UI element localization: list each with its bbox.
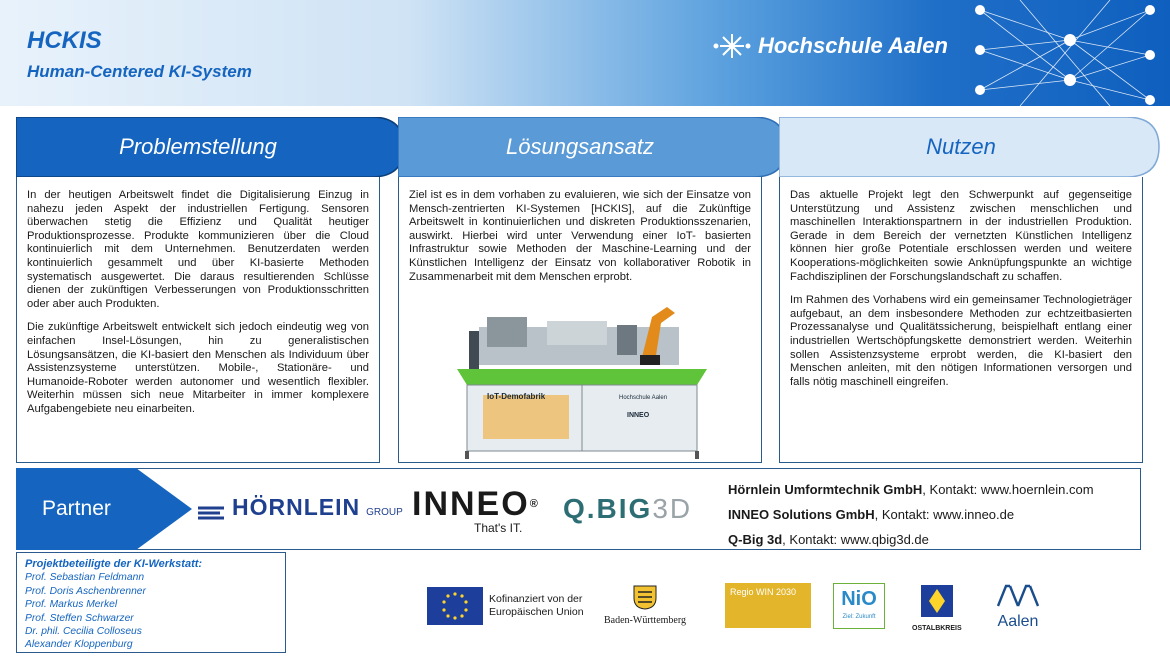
ostalbkreis-logo (912, 583, 962, 632)
university-logo (712, 32, 948, 60)
qbig-wordmark: Q.BIG (563, 493, 653, 524)
aalen-logo (996, 584, 1040, 631)
coat-of-arms-icon (628, 584, 662, 610)
ostalb-label: OSTALBKREIS (912, 625, 962, 632)
paragraph: Die zukünftige Arbeitswelt entwickelt sich jedoch eindeutig weg von einfachen Insel-Lösungen, hin zu generalistischen Lösungsansätzen, die KI-basiert den Menschen als Individuum über Assistenzsysteme unterstützen. Mobile-, Stationäre- und Humanoide-Roboter werden autonomer und wesentlich flexibler. Weiterhin müssen sich neue Mitarbeiter in immer komplexere Aufgabengebiete neu einarbeiten. (27, 321, 369, 415)
nio-tagline: Ziel: Zukunft (842, 614, 876, 620)
university-name: Hochschule Aalen (758, 33, 948, 58)
problemstellung-body (16, 177, 380, 463)
hornlein-mark-icon (196, 505, 226, 521)
loesungsansatz-body (398, 177, 762, 463)
neural-network-graphic (960, 0, 1170, 106)
hornlein-group: GROUP (366, 507, 403, 518)
demo-inneo-label: INNEO (627, 412, 650, 419)
partner-contacts (728, 477, 1094, 552)
inneo-registered: ® (529, 498, 540, 510)
page-subtitle: Human-Centered KI-System (27, 62, 252, 81)
eu-line: Europäischen Union (489, 606, 584, 618)
loesungsansatz-header (398, 117, 762, 177)
participants-box (16, 552, 286, 653)
nio-logo (833, 583, 885, 629)
aalen-label: Aalen (997, 613, 1039, 630)
aalen-mark-icon (996, 584, 1040, 608)
contact-line: Hörnlein Umformtechnik GmbH, Kontakt: www.hoernlein.com (728, 482, 1094, 497)
problemstellung-header (16, 117, 380, 177)
eu-flag-icon (427, 587, 483, 625)
eu-line: Kofinanziert von der (489, 593, 583, 605)
nio-wordmark: NiO (841, 588, 877, 610)
paragraph: In der heutigen Arbeitswelt findet die Digitalisierung Einzug in nahezu jeden Aspekt der industriellen Fertigung. Sensoren überwachen stetig die Effizienz und Qualität heutiger Produktionsprozesse. Produkte kommunizieren über die Cloud kontinuierlich mit dem Unternehmen. Benutzerdaten werden kontinuierlich gesammelt und über KI-basierte Methoden systematisch ausgewertet. Die daraus resultierenden Schlüsse dienen der zukünftigen Verbesserungen von Produktionsschritten oder aber auch Produkten. (27, 189, 369, 310)
contact-line: INNEO Solutions GmbH, Kontakt: www.inneo.de (728, 507, 1015, 522)
baden-wuerttemberg-logo (604, 584, 686, 626)
participant-name: Prof. Sebastian Feldmann (25, 572, 145, 584)
paragraph: Das aktuelle Projekt legt den Schwerpunkt auf gegenseitige Unterstützung und Assistenz zwischen menschlichen und maschinellen Interaktionspartnern in der industriellen Produktion. Gerade in dem Bereich der vernetzten Künstlichen Intelligenz können hier große Potentiale erschlossen werden und weitere Kooperations-möglichkeiten sowie Anknüpfungspunkte an wichtige Fachdisziplinen der Forschungslandschaft zu schaffen. (790, 189, 1132, 283)
qbig-logo (563, 493, 692, 525)
participant-name: Alexander Kloppenburg (25, 639, 133, 651)
participant-name: Dr. phil. Cecilia Colloseus (25, 626, 142, 638)
inneo-logo (412, 487, 540, 535)
hornlein-logo (196, 494, 403, 521)
ostalb-crest-icon (919, 583, 955, 619)
paragraph: Im Rahmen des Vorhabens wird ein gemeinsamer Technologieträger aufgebaut, an dem insbesondere Methoden zur echtzeitbasierten Prozessanalyse und Qualitätssicherung, beispielhaft entlang einer industriellen Wertschöpfungskette demonstriert werden. Weiterhin sollen Assistenzsysteme erprobt werden, die KI-basiert den Menschen anleiten, mit den nötigen Informationen versorgen und falls nötig maschinell eingreifen. (790, 294, 1132, 388)
participants-heading: Projektbeteiligte der KI-Werkstatt: (25, 558, 203, 570)
participant-name: Prof. Steffen Schwarzer (25, 612, 134, 624)
paragraph: Ziel ist es in dem vorhaben zu evaluieren, wie sich der Einsatze von Mensch-zentrierten KI-Systemen [HCKIS], auf die Zukünftige Arbeitswelt in kontinuierlichen und diskreten Produktionsszenarien, auswirkt. Hierbei wird unter Verwendung einer IoT- basierten Infrastruktur sowie Methoden der Maschine-Learning und der Künstlichen Intelligenz der Einsatz von kollaborativer Robotik in Zusammenarbeit mit dem Menschen erprobt. (409, 189, 751, 283)
nutzen-header (779, 117, 1143, 177)
header-banner (0, 0, 1170, 106)
demo-hochschule-label: Hochschule Aalen (619, 395, 668, 401)
participant-name: Prof. Doris Aschenbrenner (25, 585, 146, 597)
contact-line: Q-Big 3d, Kontakt: www.qbig3d.de (728, 532, 929, 547)
inneo-wordmark: INNEO (412, 485, 530, 523)
problemstellung-title: Problemstellung (119, 134, 277, 159)
demofabrik-sign: IoT-Demofabrik (487, 392, 546, 401)
hornlein-wordmark: HÖRNLEIN (232, 494, 361, 520)
eu-funding-logo (427, 587, 584, 625)
page-title: HCKIS (27, 27, 102, 54)
qbig-3d: 3D (652, 493, 693, 524)
sparkle-icon (712, 32, 752, 60)
bw-label: Baden-Württemberg (604, 615, 687, 626)
loesungsansatz-title: Lösungsansatz (506, 134, 654, 159)
inneo-tagline: That's IT. (474, 521, 523, 535)
partner-label: Partner (42, 497, 111, 520)
iot-demofabrik-photo (457, 307, 707, 459)
nutzen-body (779, 177, 1143, 463)
regiowin-label: Regio WIN 2030 (730, 587, 797, 597)
participant-name: Prof. Markus Merkel (25, 599, 118, 611)
nutzen-title: Nutzen (926, 134, 996, 159)
regiowin-logo (725, 583, 811, 628)
